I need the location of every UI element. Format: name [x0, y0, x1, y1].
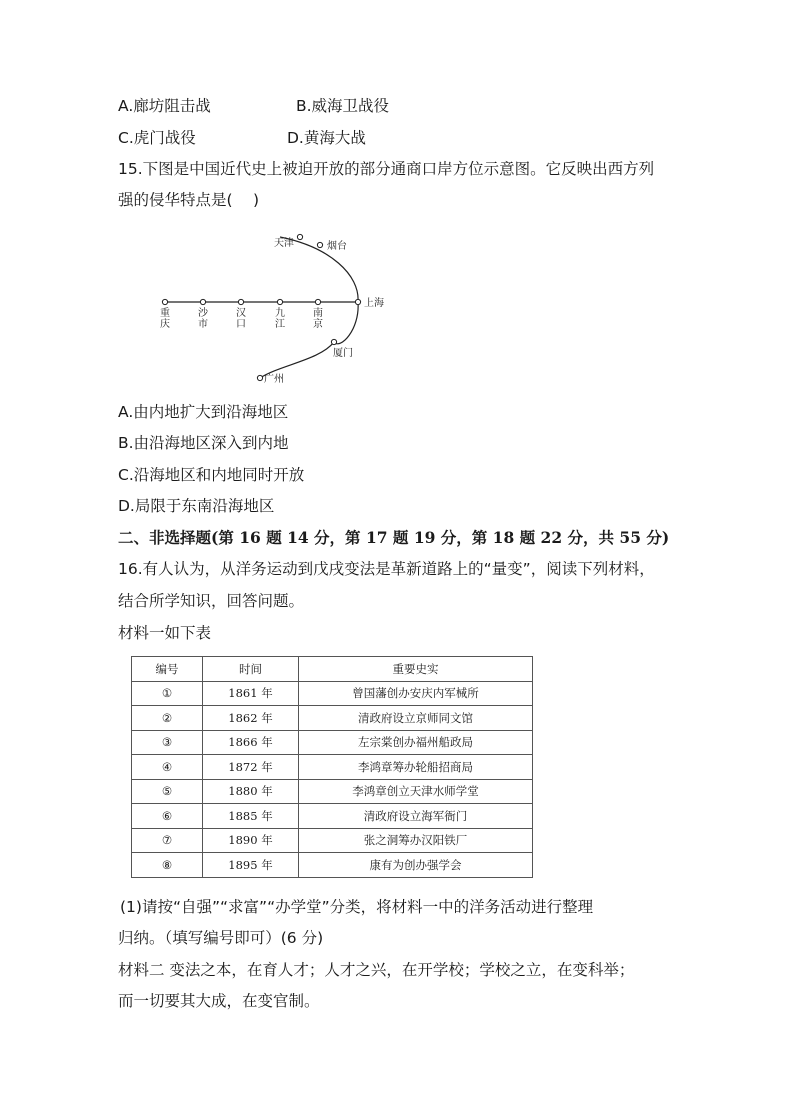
material1-table	[131, 656, 533, 878]
table-header-row	[132, 657, 533, 682]
table-row	[132, 853, 533, 878]
label-tianjin: 天津	[274, 238, 294, 249]
cell-fact: 康有为创办强学会	[299, 853, 533, 878]
label-yantai: 烟台	[327, 241, 347, 252]
city-marker-xiamen	[331, 339, 336, 344]
q16-sub1-line2: 归纳。（填写编号即可）(6 分)	[118, 929, 324, 947]
label-jiujiang: 九江	[275, 308, 285, 330]
cell-time: 1861 年	[203, 681, 299, 706]
cell-number: ⑥	[132, 804, 203, 829]
cell-number: ②	[132, 706, 203, 731]
q15-option-d: D.局限于东南沿海地区	[118, 497, 275, 515]
q15-option-c: C.沿海地区和内地同时开放	[118, 466, 305, 484]
city-marker-chongqing	[162, 299, 167, 304]
q15-option-a: A.由内地扩大到沿海地区	[118, 403, 289, 421]
cell-time: 1880 年	[203, 779, 299, 804]
cell-number: ⑧	[132, 853, 203, 878]
q15-stem-line2: 强的侵华特点是( )	[118, 191, 260, 209]
city-marker-jiujiang	[277, 299, 282, 304]
cell-time: 1862 年	[203, 706, 299, 731]
cell-fact: 曾国藩创办安庆内军械所	[299, 681, 533, 706]
table-row	[132, 755, 533, 780]
cell-number: ③	[132, 730, 203, 755]
label-xiamen: 厦门	[333, 348, 353, 359]
cell-number: ④	[132, 755, 203, 780]
cell-number: ⑤	[132, 779, 203, 804]
city-marker-yantai	[317, 242, 322, 247]
cell-time: 1866 年	[203, 730, 299, 755]
header-fact: 重要史实	[299, 657, 533, 682]
cell-fact: 张之洞筹办汉阳铁厂	[299, 828, 533, 853]
cell-number: ⑦	[132, 828, 203, 853]
city-marker-hankou	[238, 299, 243, 304]
table-row	[132, 779, 533, 804]
q14-option-a: A.廊坊阻击战	[118, 97, 211, 115]
q14-option-c: C.虎门战役	[118, 129, 196, 147]
label-nanjing: 南京	[313, 308, 323, 330]
table-row	[132, 706, 533, 731]
table-row	[132, 828, 533, 853]
q16-stem-line2: 结合所学知识，回答问题。	[118, 592, 305, 610]
q16-stem-line1: 16.有人认为，从洋务运动到戊戌变法是革新道路上的“量变”，阅读下列材料，	[118, 560, 655, 578]
cell-time: 1885 年	[203, 804, 299, 829]
cell-time: 1890 年	[203, 828, 299, 853]
material1-label: 材料一如下表	[118, 624, 212, 642]
header-time: 时间	[203, 657, 299, 682]
table-row	[132, 804, 533, 829]
city-marker-nanjing	[315, 299, 320, 304]
q14-option-d: D.黄海大战	[287, 129, 366, 147]
material2-line1: 材料二 变法之本，在育人才；人才之兴，在开学校；学校之立，在变科举；	[118, 961, 635, 979]
table-row	[132, 681, 533, 706]
cell-time: 1872 年	[203, 755, 299, 780]
q14-option-b: B.威海卫战役	[296, 97, 390, 115]
cell-fact: 清政府设立海军衙门	[299, 804, 533, 829]
q16-sub1-line1: (1)请按“自强”“求富”“办学堂”分类，将材料一中的洋务活动进行整理	[120, 898, 594, 916]
label-chongqing: 重庆	[160, 308, 170, 330]
city-marker-tianjin	[297, 234, 302, 239]
section2-heading: 二、非选择题(第 16 题 14 分，第 17 题 19 分，第 18 题 22 分，共 55 分)	[118, 528, 670, 547]
label-guangzhou: 广州	[264, 374, 284, 385]
material2-line2: 而一切要其大成，在变官制。	[118, 992, 320, 1010]
q15-option-b: B.由沿海地区深入到内地	[118, 434, 289, 452]
q15-stem-line1: 15.下图是中国近代史上被迫开放的部分通商口岸方位示意图。它反映出西方列	[118, 160, 655, 178]
cell-time: 1895 年	[203, 853, 299, 878]
cell-fact: 左宗棠创办福州船政局	[299, 730, 533, 755]
city-marker-guangzhou	[257, 375, 262, 380]
cell-fact: 李鸿章创立天津水师学堂	[299, 779, 533, 804]
treaty-port-diagram	[150, 225, 410, 395]
city-marker-shashi	[200, 299, 205, 304]
label-hankou: 汉口	[236, 308, 246, 330]
label-shanghai: 上海	[364, 298, 384, 309]
table-row	[132, 730, 533, 755]
cell-fact: 李鸿章筹办轮船招商局	[299, 755, 533, 780]
cell-fact: 清政府设立京师同文馆	[299, 706, 533, 731]
label-shashi: 沙市	[198, 308, 208, 330]
cell-number: ①	[132, 681, 203, 706]
city-marker-shanghai	[355, 299, 360, 304]
header-number: 编号	[132, 657, 203, 682]
